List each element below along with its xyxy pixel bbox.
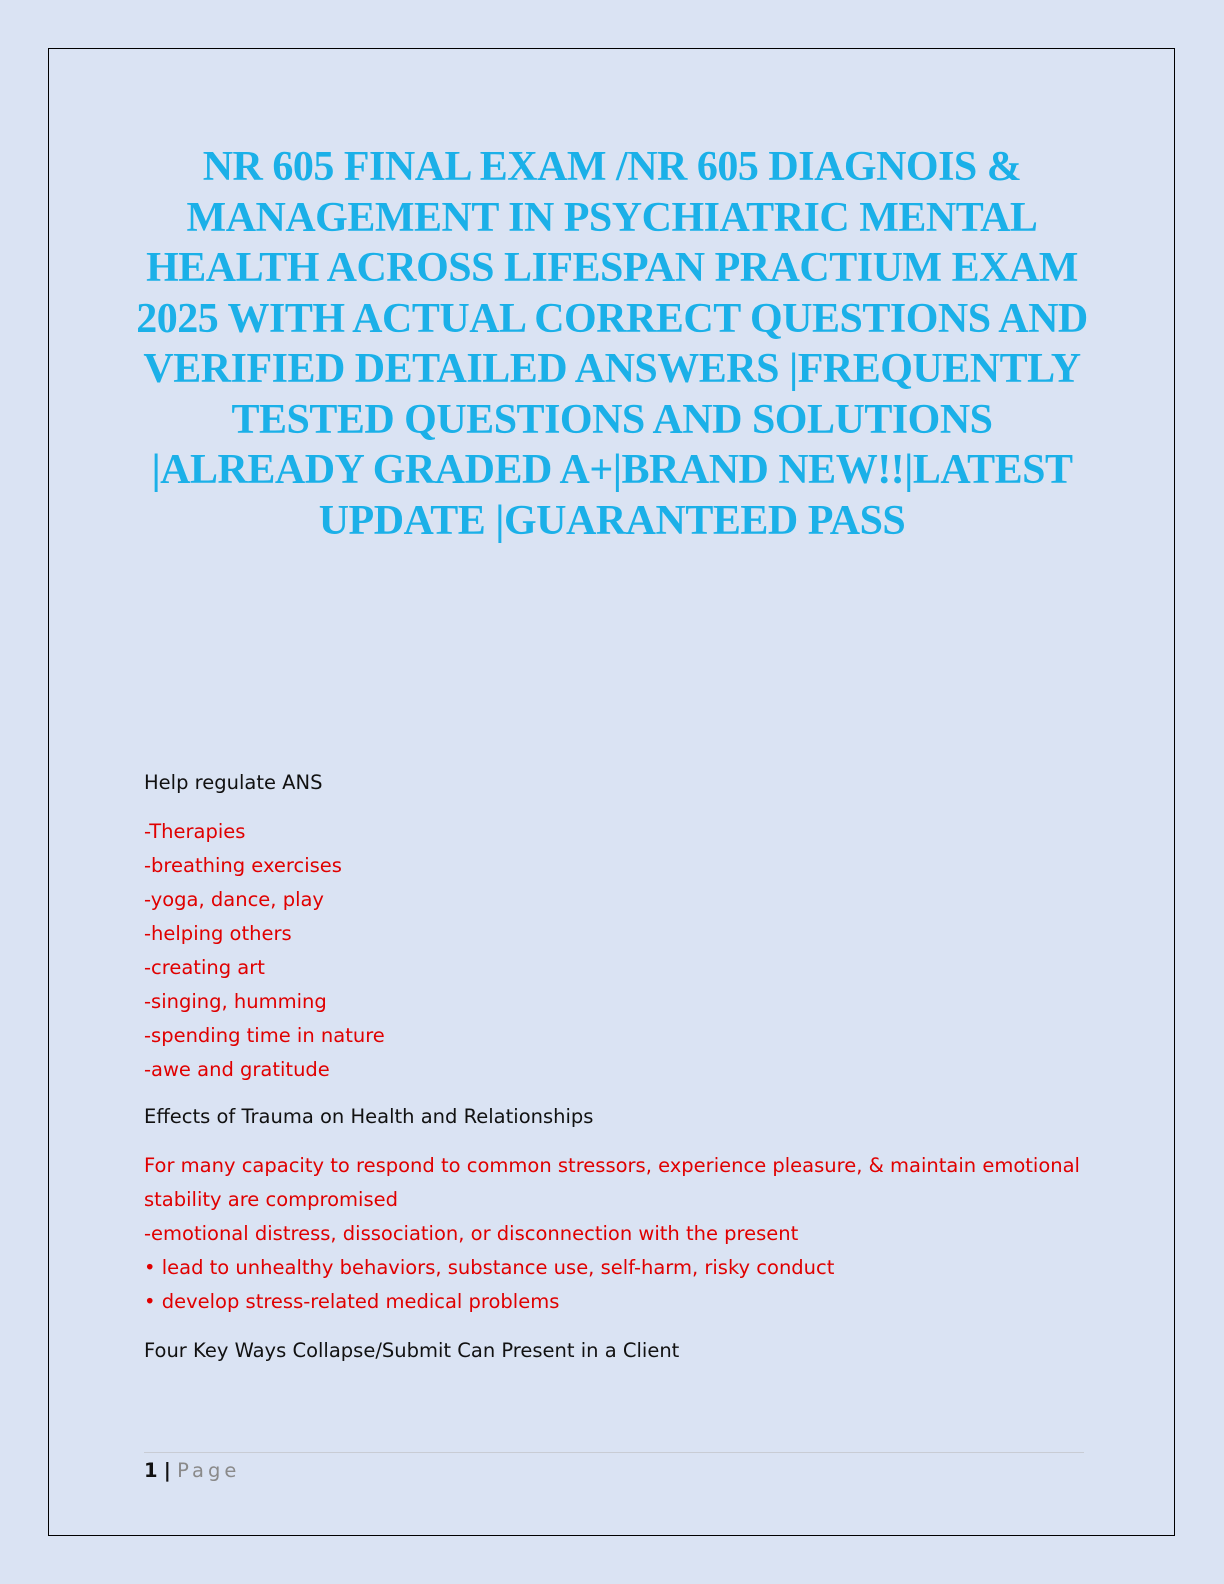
section-1: [144, 766, 1084, 800]
answer-line: -awe and gratitude: [144, 1058, 330, 1081]
question-text: Four Key Ways Collapse/Submit Can Present in a Client: [144, 1339, 680, 1362]
section-2: [144, 1100, 1084, 1134]
page-number: 1: [144, 1459, 158, 1482]
footer-divider: [144, 1452, 1084, 1453]
answer-line: • develop stress-related medical problems: [144, 1290, 560, 1313]
footer-separator: |: [163, 1459, 171, 1482]
answer-line: -creating art: [144, 956, 265, 979]
answer-line: -breathing exercises: [144, 854, 342, 877]
answer-line: -spending time in nature: [144, 1024, 385, 1047]
answer-block-1: [144, 815, 1084, 1087]
section-3: [144, 1334, 1084, 1368]
question-text: Help regulate ANS: [144, 771, 323, 794]
page-label: Page: [177, 1459, 241, 1482]
answer-line: -Therapies: [144, 820, 246, 843]
answer-line: • lead to unhealthy behaviors, substance use, self-harm, risky conduct: [144, 1256, 835, 1279]
answer-line: -helping others: [144, 922, 292, 945]
answer-line: -singing, humming: [144, 990, 327, 1013]
document-title: NR 605 FINAL EXAM /NR 605 DIAGNOIS & MANAGEMENT IN PSYCHIATRIC MENTAL HEALTH ACROSS LIFESPAN PRACTIUM EXAM 2025 WITH ACTUAL CORRECT QUESTIONS AND VERIFIED DETAILED ANSWERS |FREQUENTLY TESTED QUESTIONS AND SOLUTIONS |ALREADY GRADED A+|BRAND NEW!!|LATEST UPDATE |GUARANTEED PASS: [136, 144, 1088, 544]
answer-line: For many capacity to respond to common stressors, experience pleasure, & maintain emotional stability are compromised: [144, 1154, 1080, 1211]
question-text: Effects of Trauma on Health and Relationships: [144, 1105, 594, 1128]
answer-line: -emotional distress, dissociation, or disconnection with the present: [144, 1222, 799, 1245]
answer-block-2: [144, 1149, 1084, 1319]
answer-line: -yoga, dance, play: [144, 888, 324, 911]
page-footer: [144, 1456, 240, 1486]
